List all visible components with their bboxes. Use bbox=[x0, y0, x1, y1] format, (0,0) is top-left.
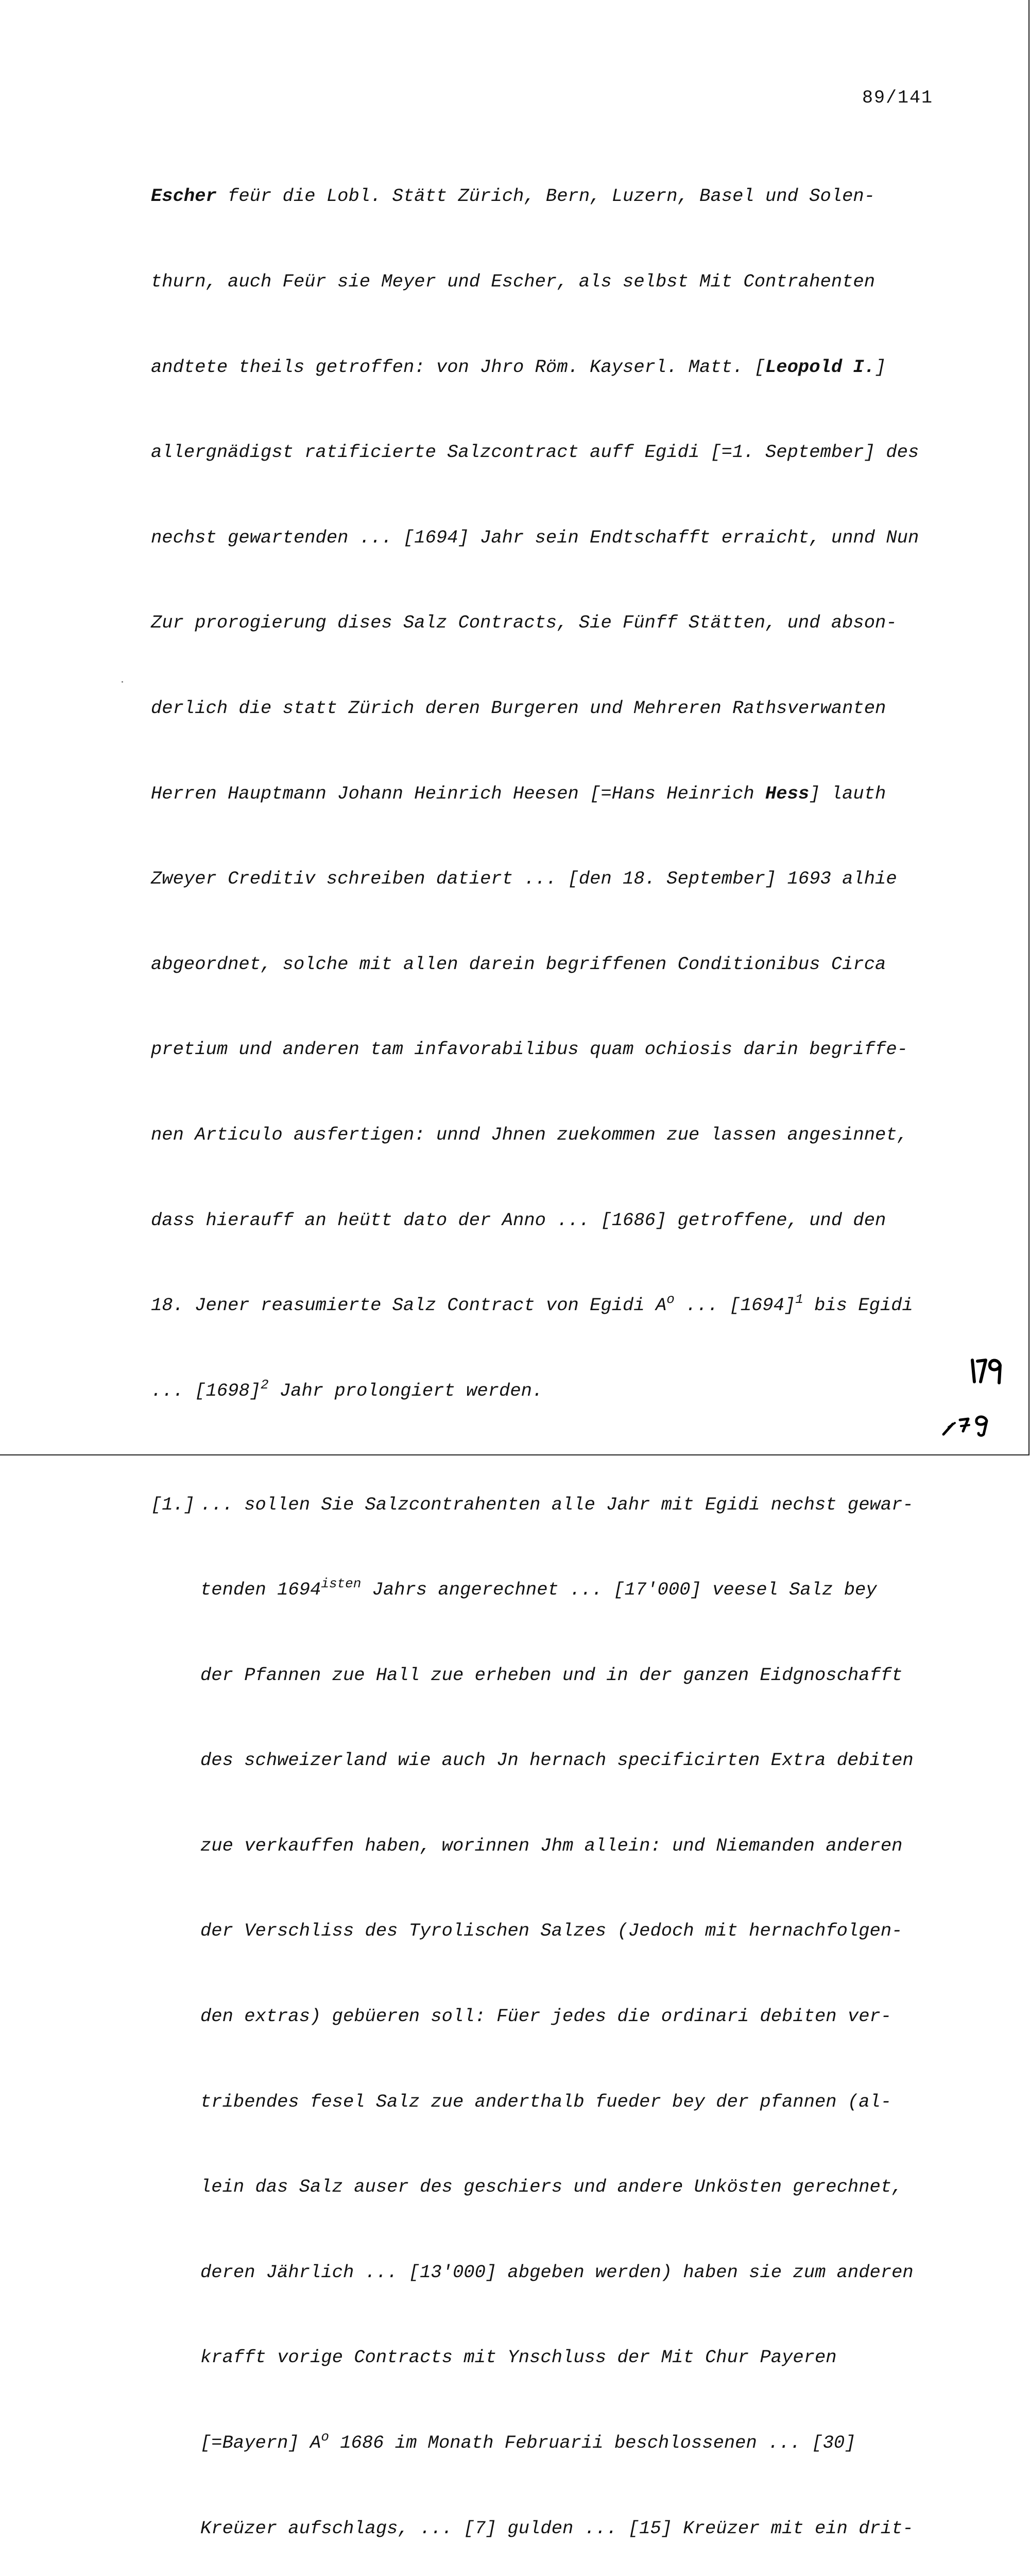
text-line: zue verkauffen haben, worinnen Jhm allein: und Niemanden anderen bbox=[200, 1835, 903, 1856]
text-line: Zur prorogierung dises Salz Contracts, Sie Fünff Stätten, und abson- bbox=[151, 612, 897, 634]
item-marker: [1.] bbox=[151, 1494, 195, 1515]
text-line: andtete theils getroffen: von Jhro Röm. Kayserl. Matt. [Leopold I.] bbox=[151, 356, 886, 378]
item-1-first-line: [1.] ... sollen Sie Salzcontrahenten alle Jahr mit Egidi nechst gewar- bbox=[151, 1490, 947, 1519]
text-line: der Pfannen zue Hall zue erheben und in der ganzen Eidgnoschafft bbox=[200, 1664, 903, 1686]
text-line: lein das Salz auser des geschiers und andere Unkösten gerechnet, bbox=[200, 2176, 903, 2198]
scan-speck bbox=[122, 681, 123, 683]
text-line: tenden $1694^{isten}$ Jahrs angerechnet ... [17'000] veesel Salz bey bbox=[200, 1576, 877, 1601]
text-line: den extras) gebüeren soll: Füer jedes die ordinari debiten ver- bbox=[200, 2006, 892, 2027]
text-line: tribendes fesel Salz zue anderthalb fueder bey der pfannen (al- bbox=[200, 2091, 892, 2112]
text-line: abgeordnet, solche mit allen darein begriffenen Conditionibus Circa bbox=[151, 953, 886, 975]
text-line: Zweyer Creditiv schreiben datiert ... [den 18. September] 1693 alhie bbox=[151, 868, 897, 890]
text-line: nen Articulo ausfertigen: unnd Jhnen zuekommen zue lassen angesinnet, bbox=[151, 1124, 908, 1145]
footnote-ref: 1 bbox=[795, 1292, 803, 1308]
handwritten-folio-number bbox=[970, 1355, 1006, 1386]
handwritten-folio-number-crossed bbox=[941, 1412, 993, 1437]
text-line: allergnädigst ratificierte Salzcontract auff Egidi [=1. September] des bbox=[151, 442, 919, 463]
name-escher: Escher bbox=[151, 185, 217, 207]
name-hess: Hess bbox=[765, 783, 810, 804]
text-line: Escher feür die Lobl. Stätt Zürich, Bern, Luzern, Basel und Solen- bbox=[151, 185, 876, 207]
text-line: nechst gewartenden ... [1694] Jahr sein Endtschafft erraicht, unnd Nun bbox=[151, 527, 919, 548]
text-line: Herren Hauptmann Johann Heinrich Heesen [=Hans Heinrich Hess] lauth bbox=[151, 783, 886, 804]
footnote-ref: 2 bbox=[261, 1377, 269, 1393]
text-line: der Verschliss des Tyrolischen Salzes (Jedoch mit hernachfolgen- bbox=[200, 1920, 903, 1942]
text-line: ... $[1698]^2$ Jahr prolongiert werden. bbox=[151, 1377, 543, 1401]
page-number: 89/141 bbox=[862, 88, 934, 108]
text-line: derlich die statt Zürich deren Burgeren und Mehreren Rathsverwanten bbox=[151, 697, 886, 719]
document-body bbox=[151, 125, 947, 2576]
text-line: thurn, auch Feür sie Meyer und Escher, als selbst Mit Contrahenten bbox=[151, 271, 876, 292]
text-line: 18. Jener reasumierte Salz Contract von Egidi $A^o$ ... $[1694]^1$ bis Egidi bbox=[151, 1292, 913, 1316]
text-line: krafft vorige Contracts mit Ynschluss der Mit Chur Payeren bbox=[200, 2347, 837, 2368]
text-line: [=Bayern] $A^o$ 1686 im Monath Februarii beschlossenen ... [30] bbox=[200, 2429, 856, 2454]
text-line: des schweizerland wie auch Jn hernach specificirten Extra debiten bbox=[200, 1750, 914, 1771]
text-line: Kreüzer aufschlags, ... [7] gulden ... [15] Kreüzer mit ein drit- bbox=[200, 2517, 914, 2539]
text-line: dass hierauff an heütt dato der Anno ... [1686] getroffene, und den bbox=[151, 1209, 886, 1231]
name-leopold: Leopold I. bbox=[765, 356, 876, 378]
text-line: pretium und anderen tam infavorabilibus quam ochiosis darin begriffe- bbox=[151, 1039, 908, 1060]
text-line: deren Jährlich ... [13'000] abgeben werden) haben sie zum anderen bbox=[200, 2261, 914, 2283]
